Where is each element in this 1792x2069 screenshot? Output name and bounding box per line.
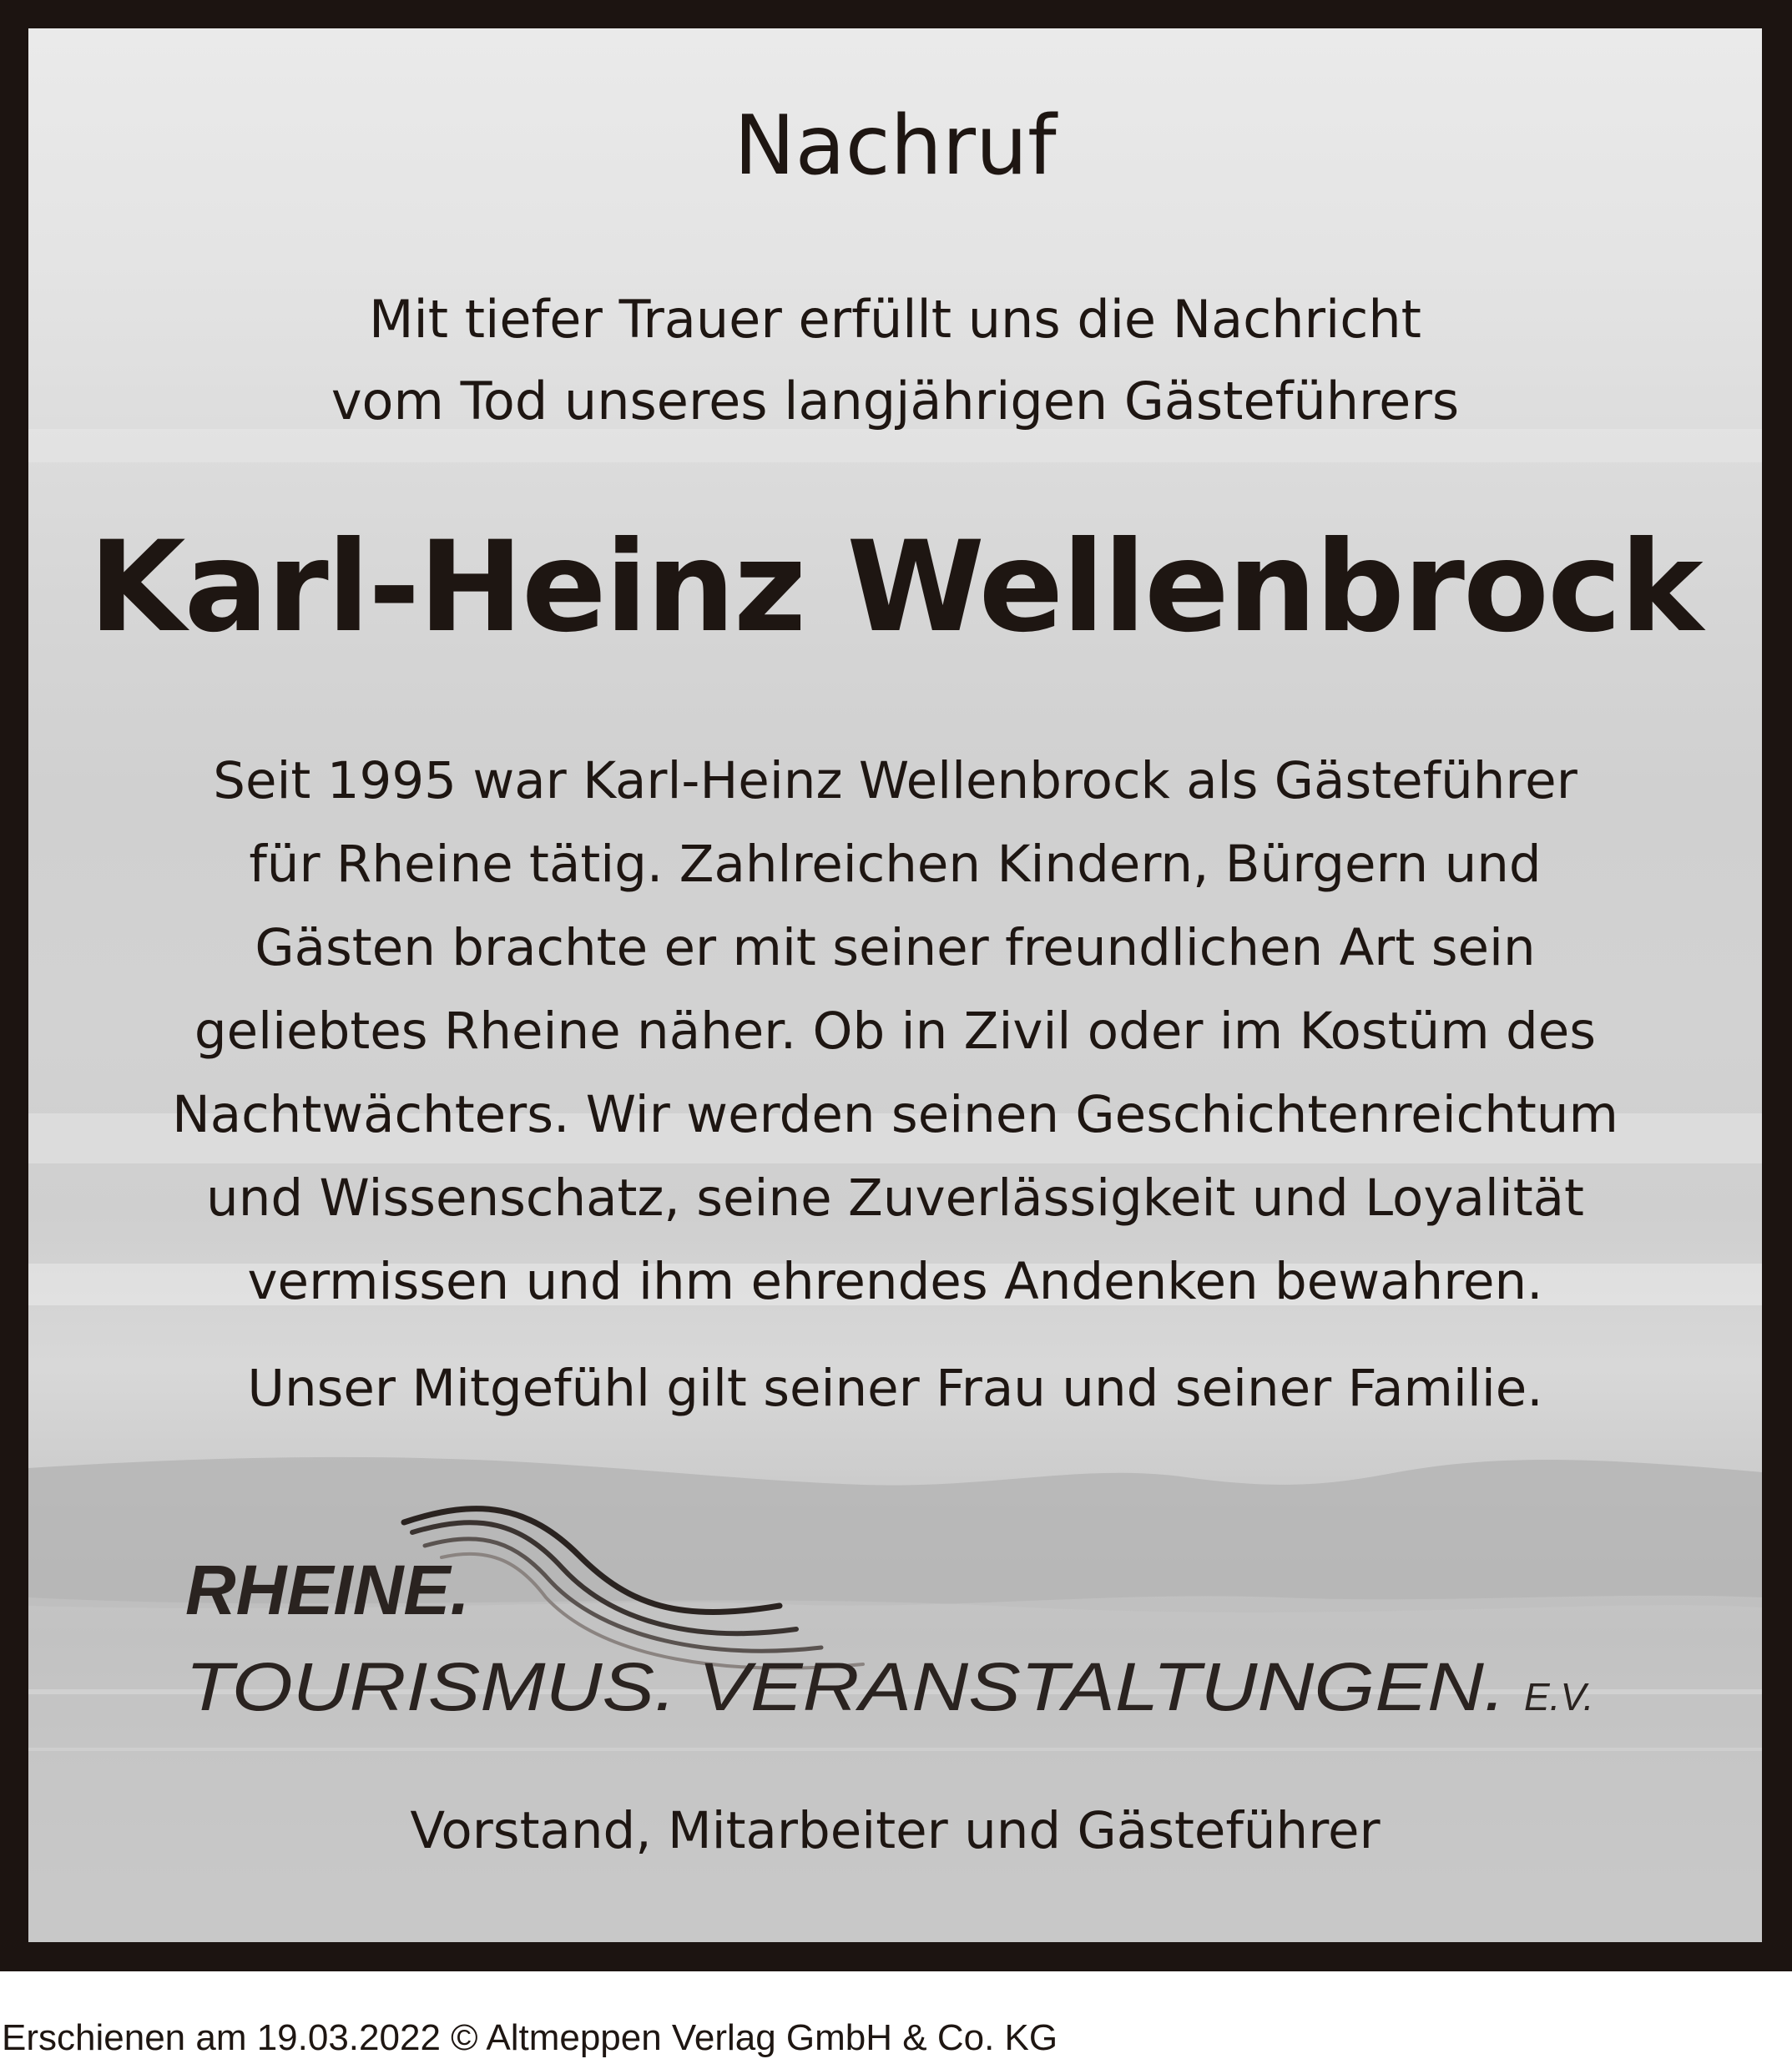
logo-line1: RHEINE. xyxy=(185,1551,470,1629)
notice-panel xyxy=(28,28,1762,1942)
rheine-tourism-logo xyxy=(28,1481,1762,1764)
tribute-line: für Rheine tätig. Zahlreichen Kindern, Bürgern und xyxy=(249,835,1542,894)
intro-line: vom Tod unseres langjährigen Gästeführers xyxy=(331,371,1460,431)
logo-line2: TOURISMUS. VERANSTALTUNGEN. xyxy=(185,1649,1506,1725)
condolence-text: Unser Mitgefühl gilt seiner Frau und seiner Familie. xyxy=(247,1359,1543,1418)
intro-text xyxy=(28,279,1762,442)
intro-line: Mit tiefer Trauer erfüllt uns die Nachricht xyxy=(369,289,1421,350)
tribute-line: und Wissenschatz, seine Zuverlässigkeit und Loyalität xyxy=(206,1168,1584,1228)
signoff-text: Vorstand, Mitarbeiter und Gästeführer xyxy=(410,1801,1381,1860)
tribute-text xyxy=(28,739,1762,1324)
publication-footer: Erschienen am 19.03.2022 © Altmeppen Verlag GmbH & Co. KG xyxy=(2,2017,1058,2058)
wave-swoosh-icon xyxy=(404,1509,863,1668)
logo-suffix: E.V. xyxy=(1524,1675,1594,1718)
tribute-line: Nachtwächters. Wir werden seinen Geschichtenreichtum xyxy=(172,1085,1618,1144)
tribute-line: vermissen und ihm ehrendes Andenken bewahren. xyxy=(247,1252,1543,1311)
tribute-line: Gästen brachte er mit seiner freundlichen Art sein xyxy=(255,918,1536,977)
tribute-line: Seit 1995 war Karl-Heinz Wellenbrock als Gästeführer xyxy=(213,751,1577,810)
deceased-name: Karl-Heinz Wellenbrock xyxy=(88,515,1702,660)
tribute-line: geliebtes Rheine näher. Ob in Zivil oder im Kostüm des xyxy=(194,1002,1597,1061)
notice-title: Nachruf xyxy=(734,98,1057,194)
